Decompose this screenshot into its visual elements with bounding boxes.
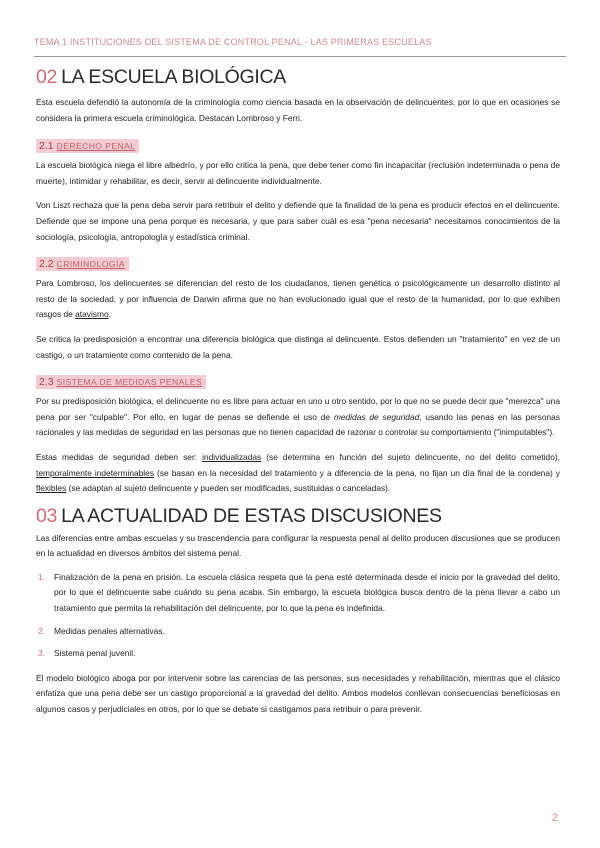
text-run: , usando las penas en las personas racionales y las medidas de seguridad en las personas que no tienen capacidad de razonar o controlar su comportamiento ("inimputables"). <box>36 411 560 438</box>
paragraph <box>36 450 560 497</box>
paragraph <box>36 394 560 441</box>
text-run: (se adaptan al sujeto delincuente y pueden ser modificadas, sustituidas o canceladas). <box>66 483 391 494</box>
subheading-number: 2.1 <box>39 140 54 153</box>
subheading-title: DERECHO PENAL <box>56 141 136 152</box>
running-header: TEMA 1 INSTITUCIONES DEL SISTEMA DE CONTROL PENAL - LAS PRIMERAS ESCUELAS <box>34 37 432 47</box>
text-run: . <box>108 309 111 320</box>
subheading-2-2 <box>36 257 129 271</box>
section-number: 03 <box>36 504 58 527</box>
text-run: Por su predisposición biológica, el delincuente no es libre para actuar en uno u otro sentido, por lo que no se puede decir que "merezca" una pena por ser "culpable". Por ello, en lugar de penas se defiende el uso de <box>36 396 560 422</box>
term-flexibles: flexibles <box>36 483 67 494</box>
page-number: 2 <box>551 812 558 824</box>
paragraph: Se critica la predisposición a encontrar una diferencia biológica que distinga al delincuente. Estos defienden un "tratamiento" en vez de un castigo, o un tratamiento como contenido de la pena. <box>36 333 560 360</box>
text-run: (se determina en función del sujeto delincuente, no del delito cometido), <box>261 451 560 462</box>
section-02-intro: Esta escuela defendió la autonomía de la criminología como ciencia basada en la observación de delincuentes, por lo que en ocasiones se considera la primera escuela criminológica. Destacan Lombroso y Ferri. <box>36 97 560 123</box>
subheading-title: SISTEMA DE MEDIDAS PENALES <box>56 377 203 388</box>
subheading-title: CRIMINOLOGÍA <box>56 259 125 270</box>
text-run: (se basan en la necesidad del tratamiento y a diferencia de la pena, no fijan un día final de la condena) y <box>154 467 560 478</box>
subheading-2-1 <box>36 139 139 153</box>
subheading-number: 2.2 <box>39 258 54 271</box>
closing-paragraph: El modelo biológico aboga por por intervenir sobre las carencias de las personas, sus necesidades y rehabilitación, mientras que el clásico enfatiza que una pena debe ser un castigo proporcional a la gravedad del delito. Ambos modelos conllevan consecuencias beneficiosas en algunos casos y perjudiciales en otros, por lo que se debate si castigamos para retribuir o para prevenir. <box>36 672 560 715</box>
paragraph: La escuela biológica niega el libre albedrío, y por ello critica la pena, que debe tener como fin incapacitar (reclusión indeterminada o pena de muerte), intimidar y rehabilitar, es decir, servir al delincuente individualmente. <box>36 160 560 186</box>
list-item <box>36 570 560 617</box>
paragraph: Von Liszt rechaza que la pena deba servir para retribuir el delito y defiende que la finalidad de la pena es producir efectos en el delincuente. Defiende que se impone una pena porque es necesaria, y que para saber cuál es esa "pena necesaria" necesitamos conocimientos de la sociología, psicología, antropología y estadística criminal. <box>36 200 560 242</box>
subheading-2-3 <box>36 375 206 389</box>
list-item <box>36 624 560 640</box>
header-rule <box>34 56 566 57</box>
term-medidas-de-seguridad: medidas de seguridad <box>333 411 420 422</box>
list-item-text: Medidas penales alternativas. <box>54 625 165 636</box>
section-heading-02 <box>36 66 560 89</box>
subheading-wrapper <box>36 254 560 272</box>
text-run: Para Lombroso, los delincuentes se diferencian del resto de los ciudadanos, tienen genética o psicológicamente un desarrollo distinto al resto de la sociedad, y por influencia de Darwin afirma que no han evolucionado igual que el resto de la humanidad, por lo que exhiben rasgos de <box>36 278 560 320</box>
page-content <box>36 62 560 718</box>
numbered-list <box>36 570 560 662</box>
section-03-intro: Las diferencias entre ambas escuelas y su trascendencia para configurar la respuesta penal al delito producen discusiones que se producen en la actualidad en diversos ámbitos del sistema penal. <box>36 532 560 559</box>
subheading-wrapper <box>36 372 560 390</box>
list-marker: 2. <box>38 625 45 636</box>
subheading-number: 2.3 <box>39 376 54 389</box>
text-run: Estas medidas de seguridad deben ser: <box>36 451 203 462</box>
section-title: LA ACTUALIDAD DE ESTAS DISCUSIONES <box>61 504 442 527</box>
paragraph <box>36 276 560 323</box>
list-marker: 1. <box>38 571 45 582</box>
list-marker: 3. <box>38 648 45 659</box>
subheading-wrapper <box>36 136 560 154</box>
list-item <box>36 646 560 662</box>
list-item-text: Finalización de la pena en prisión. La escuela clásica respeta que la pena esté determinada desde el inicio por la gravedad del delito, por lo que el delincuente sabe cuándo su pena acaba. Sin embargo, la escuela biológica busca dentro de la pena llevar a cabo un tratamiento que permita la rehabilitación del delincuente, por lo que la pena es indefinida. <box>54 571 560 614</box>
section-number: 02 <box>36 66 58 88</box>
section-heading-03 <box>36 505 560 528</box>
term-atavismo: atavismo <box>75 309 109 320</box>
section-title: LA ESCUELA BIOLÓGICA <box>61 66 286 88</box>
term-temporalmente-indeterminables: temporalmente indeterminables <box>36 467 155 478</box>
term-individualizadas: individualizadas <box>202 451 262 462</box>
list-item-text: Sistema penal juvenil. <box>54 648 136 659</box>
